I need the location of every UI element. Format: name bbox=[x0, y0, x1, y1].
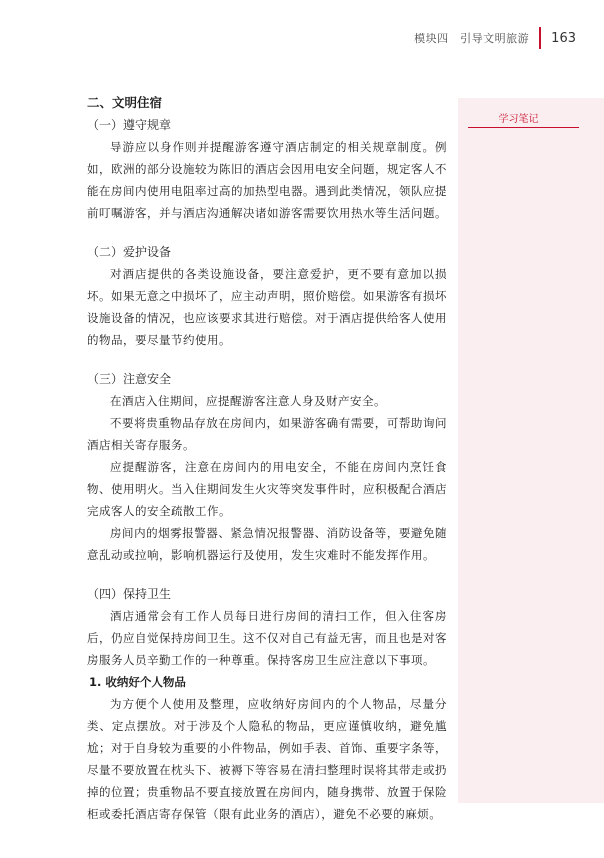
subsection-title: （三）注意安全 bbox=[87, 372, 172, 386]
study-notes-panel bbox=[458, 98, 604, 803]
paragraph: 为方便个人使用及整理，应收纳好房间内的个人物品，尽量分类、定点摆放。对于涉及个人隐私的物品，更应谨慎收纳，避免尴尬；对于自身较为重要的小件物品，例如手表、首饰、重要字条等，尽量不要放置在枕头下、被褥下等容易在清扫整理时误将其带走或扔掉的位置；贵重物品不要直接放置在房间内，随身携带、放置于保险柜或委托酒店寄存保管（限有此业务的酒店），避免不必要的麻烦。 bbox=[87, 697, 447, 821]
subsection-title: （二）爱护设备 bbox=[87, 245, 172, 259]
paragraph: 对酒店提供的各类设施设备，要注意爱护，更不要有意加以损坏。如果无意之中损坏了，应主动声明，照价赔偿。如果游客有损坏设施设备的情况，也应该要求其进行赔偿。对于酒店提供给客人使用的物品，要尽量节约使用。 bbox=[87, 267, 447, 347]
subsection-title: （一）遵守规章 bbox=[87, 118, 172, 132]
header-divider bbox=[539, 27, 541, 49]
paragraph: 在酒店入住期间，应提醒游客注意人身及财产安全。 bbox=[110, 394, 386, 408]
paragraph: 不要将贵重物品存放在房间内，如果游客确有需要，可帮助询问酒店相关寄存服务。 bbox=[87, 416, 447, 452]
study-notes-rule bbox=[468, 127, 579, 128]
paragraph: 房间内的烟雾报警器、紧急情况报警器、消防设备等，要避免随意乱动或拉响，影响机器运行及使用，发生灾难时不能发挥作用。 bbox=[87, 526, 447, 562]
item-title: 1. 收纳好个人物品 bbox=[89, 675, 186, 689]
page-header bbox=[414, 26, 576, 50]
subsection-title: （四）保持卫生 bbox=[87, 587, 172, 601]
section-title: 二、文明住宿 bbox=[87, 95, 163, 110]
paragraph: 酒店通常会有工作人员每日进行房间的清扫工作，但入住客房后，仍应自觉保持房间卫生。这不仅对自己有益无害，而且也是对客房服务人员辛勤工作的一种尊重。保持客房卫生应注意以下事项。 bbox=[87, 609, 447, 667]
page-number: 163 bbox=[551, 30, 576, 46]
paragraph: 应提醒游客，注意在房间内的用电安全，不能在房间内烹饪食物、使用明火。当入住期间发生火灾等突发事件时，应积极配合酒店完成客人的安全疏散工作。 bbox=[87, 460, 447, 518]
study-notes-title: 学习笔记 bbox=[498, 114, 539, 125]
paragraph: 导游应以身作则并提醒游客遵守酒店制定的相关规章制度。例如，欧洲的部分设施较为陈旧的酒店会因用电安全问题，规定客人不能在房间内使用电阻率过高的加热型电器。遇到此类情况，领队应提前叮嘱游客，并与酒店沟通解决诸如游客需要饮用热水等生活问题。 bbox=[87, 140, 447, 220]
main-content bbox=[87, 92, 447, 825]
module-title: 模块四 引导文明旅游 bbox=[414, 32, 530, 45]
